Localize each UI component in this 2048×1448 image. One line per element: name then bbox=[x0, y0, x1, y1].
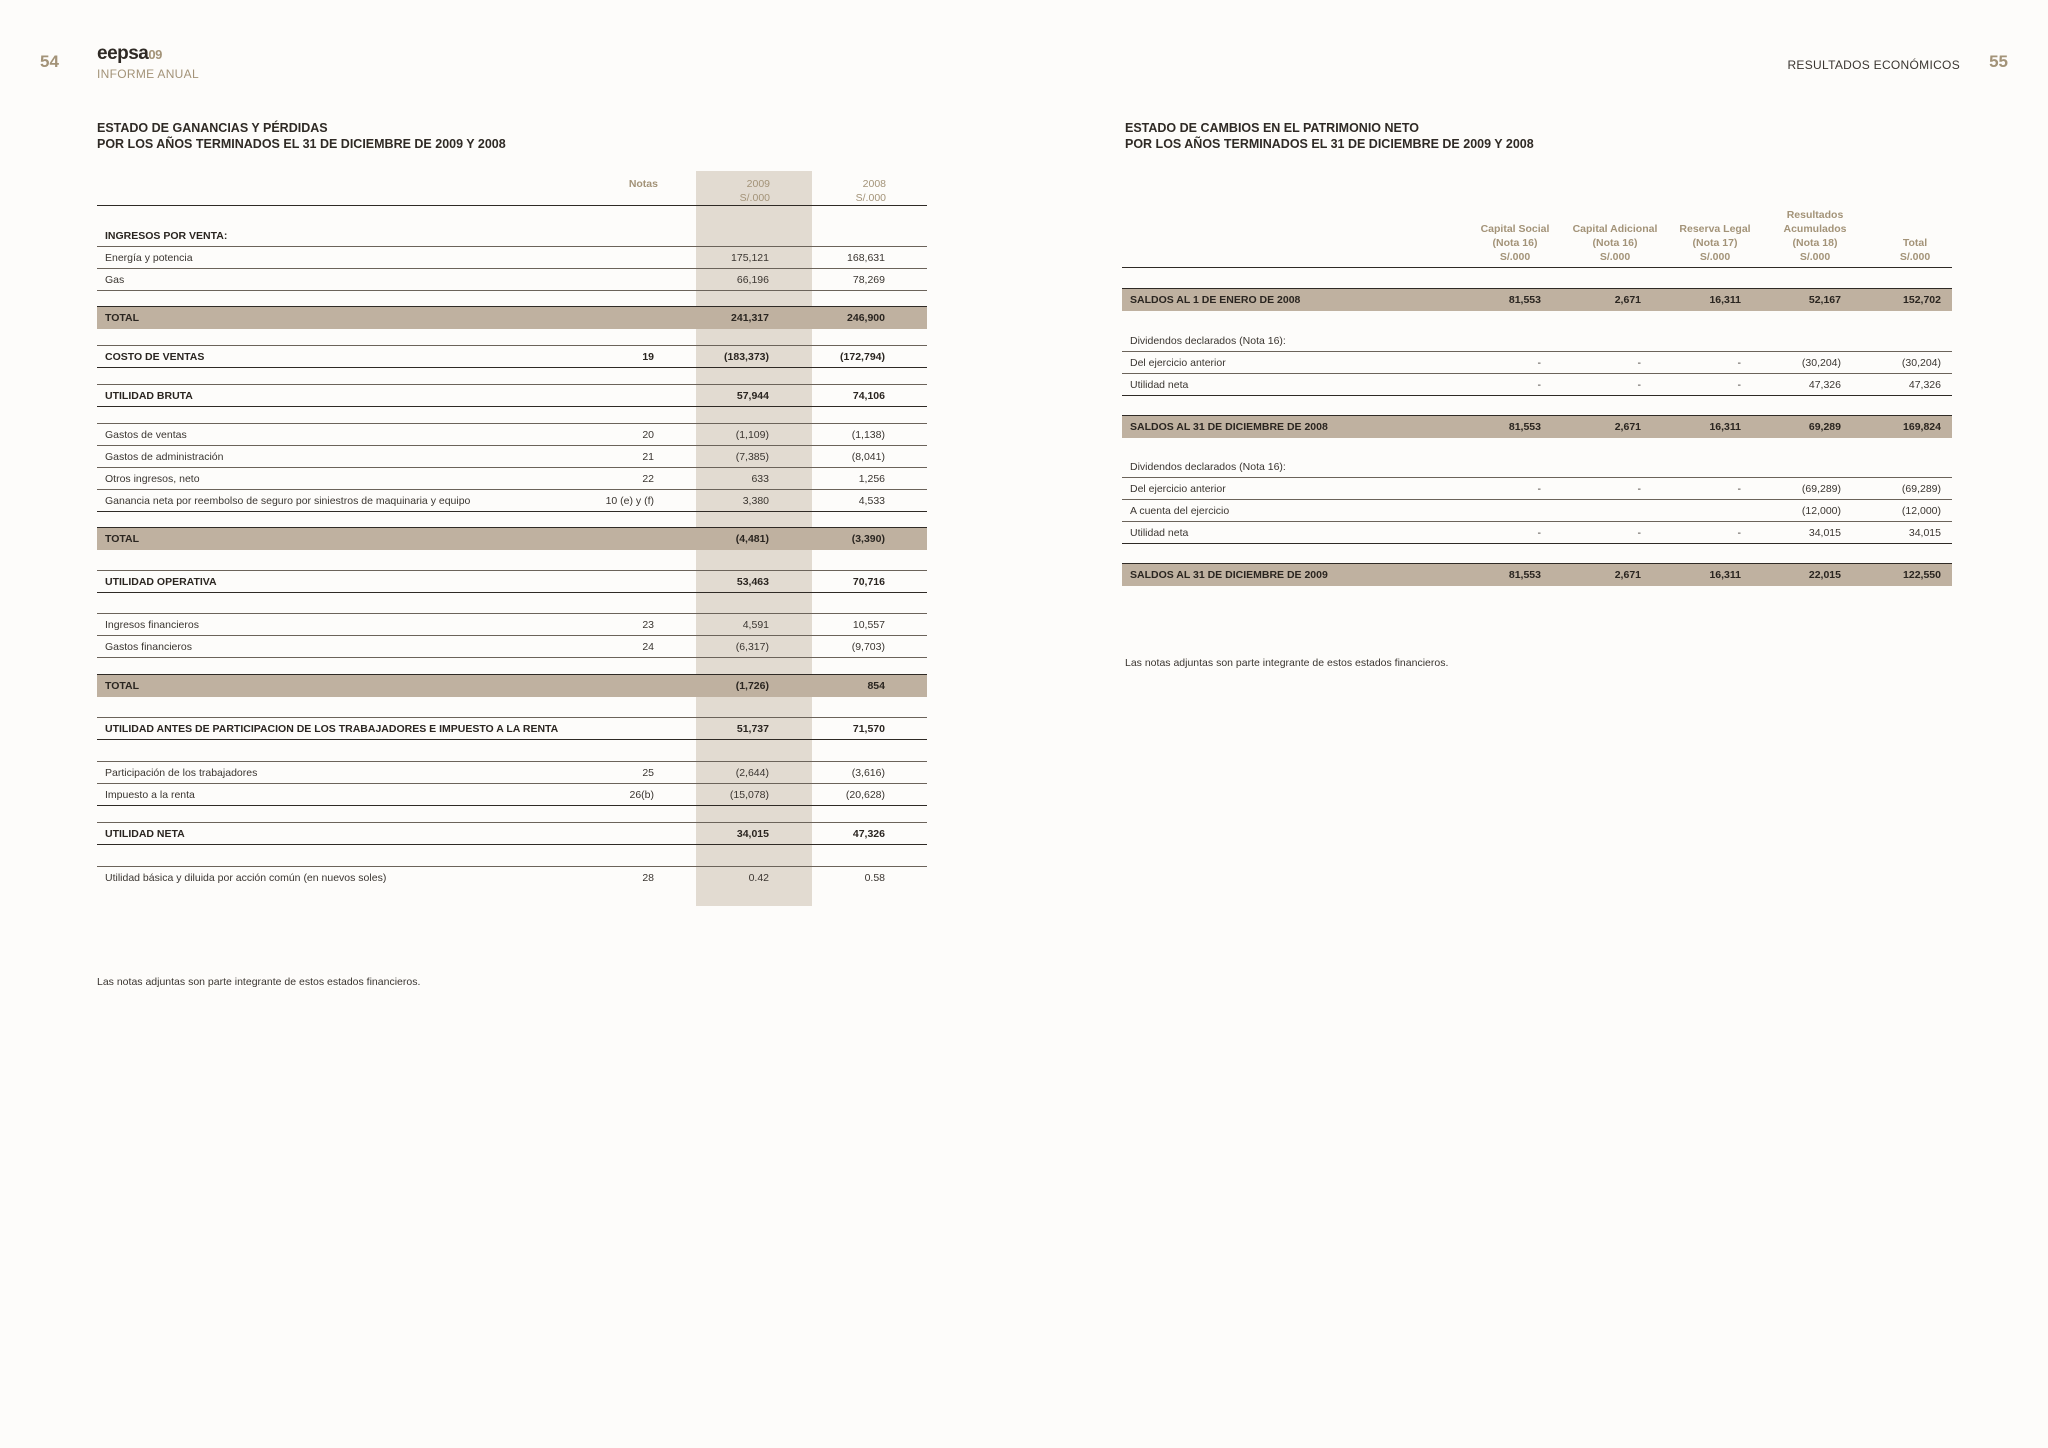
table-row bbox=[97, 346, 927, 368]
row-label: A cuenta del ejercicio bbox=[1130, 505, 1230, 517]
row-value-2008: 4,533 bbox=[858, 495, 885, 507]
left-title-line2: POR LOS AÑOS TERMINADOS EL 31 DE DICIEMBRE DE 2009 Y 2008 bbox=[97, 137, 506, 151]
row-value-2008: 74,106 bbox=[852, 390, 885, 402]
row-value-2009: 0.42 bbox=[748, 872, 769, 884]
row-value-2009: 66,196 bbox=[736, 274, 769, 286]
table-row bbox=[97, 446, 927, 468]
row-value: 22,015 bbox=[1808, 569, 1841, 581]
row-value-2009: 53,463 bbox=[736, 576, 769, 588]
row-value: 34,015 bbox=[1908, 527, 1941, 539]
equity-col-header-line: Reserva Legal bbox=[1679, 223, 1751, 235]
row-label: TOTAL bbox=[105, 680, 140, 692]
row-label: SALDOS AL 31 DE DICIEMBRE DE 2009 bbox=[1130, 569, 1328, 581]
row-value-2008: 1,256 bbox=[858, 473, 885, 485]
table-row bbox=[97, 636, 927, 658]
row-value: 2,671 bbox=[1614, 294, 1641, 306]
row-value: 52,167 bbox=[1808, 294, 1841, 306]
row-label: Energía y potencia bbox=[105, 252, 193, 264]
row-label: TOTAL bbox=[105, 533, 140, 545]
equity-col-header-line: S/.000 bbox=[1599, 251, 1631, 263]
equity-col-header bbox=[1565, 208, 1665, 264]
row-label: Gas bbox=[105, 274, 125, 286]
row-label: UTILIDAD ANTES DE PARTICIPACION DE LOS TRABAJADORES E IMPUESTO A LA RENTA bbox=[105, 723, 559, 735]
right-footnote: Las notas adjuntas son parte integrante de estos estados financieros. bbox=[1125, 657, 1449, 669]
equity-col-header-line: Resultados bbox=[1786, 209, 1844, 221]
equity-col-header-line: Capital Social bbox=[1480, 223, 1550, 235]
row-value-2009: 51,737 bbox=[736, 723, 769, 735]
row-label: Del ejercicio anterior bbox=[1130, 357, 1226, 369]
row-label: Gastos de ventas bbox=[105, 429, 187, 441]
row-label: UTILIDAD BRUTA bbox=[105, 390, 193, 402]
row-value: - bbox=[1737, 357, 1741, 369]
equity-col-header-line: (Nota 16) bbox=[1592, 237, 1638, 249]
equity-col-header-line bbox=[1665, 208, 1765, 222]
row-value: - bbox=[1537, 483, 1541, 495]
table-row bbox=[97, 718, 927, 740]
brand bbox=[97, 43, 199, 81]
row-label: UTILIDAD OPERATIVA bbox=[105, 576, 217, 588]
table-row bbox=[1122, 374, 1952, 396]
row-value: 47,326 bbox=[1908, 379, 1941, 391]
row-value-2008: (3,616) bbox=[851, 767, 885, 779]
row-note: 21 bbox=[642, 451, 654, 463]
row-label: Utilidad neta bbox=[1130, 379, 1189, 391]
equity-col-header-line: Capital Adicional bbox=[1572, 223, 1658, 235]
table-row bbox=[97, 823, 927, 845]
row-value: (69,289) bbox=[1901, 483, 1941, 495]
row-value: (12,000) bbox=[1801, 505, 1841, 517]
row-value-2008: (9,703) bbox=[851, 641, 885, 653]
row-note: 19 bbox=[642, 351, 654, 363]
col-2008-year: 2008 bbox=[862, 178, 886, 190]
table-row bbox=[1122, 564, 1952, 586]
table-row bbox=[97, 784, 927, 806]
row-value: 81,553 bbox=[1508, 294, 1541, 306]
row-value-2008: 168,631 bbox=[847, 252, 885, 264]
row-value-2008: (3,390) bbox=[851, 533, 885, 545]
row-value-2009: 57,944 bbox=[736, 390, 769, 402]
row-value: 169,824 bbox=[1903, 421, 1941, 433]
row-value: 2,671 bbox=[1614, 421, 1641, 433]
table-row bbox=[97, 468, 927, 490]
row-value: - bbox=[1637, 483, 1641, 495]
row-value-2008: 47,326 bbox=[852, 828, 885, 840]
table-row bbox=[1122, 289, 1952, 311]
equity-col-header-line bbox=[1465, 208, 1565, 222]
table-row bbox=[97, 571, 927, 593]
left-page-number: 54 bbox=[40, 52, 59, 71]
table-row bbox=[97, 225, 927, 247]
row-value: (30,204) bbox=[1801, 357, 1841, 369]
row-value: 16,311 bbox=[1709, 569, 1741, 581]
row-note: 26(b) bbox=[629, 789, 654, 801]
row-value-2008: (20,628) bbox=[845, 789, 885, 801]
table-row bbox=[97, 385, 927, 407]
row-value: (12,000) bbox=[1901, 505, 1941, 517]
equity-col-header-line: Acumulados bbox=[1783, 223, 1847, 235]
right-page-number: 55 bbox=[1989, 52, 2008, 71]
row-value: - bbox=[1637, 357, 1641, 369]
table-row bbox=[97, 762, 927, 784]
section-title: RESULTADOS ECONÓMICOS bbox=[1787, 58, 1960, 72]
right-title bbox=[1125, 120, 1534, 152]
row-label: SALDOS AL 1 DE ENERO DE 2008 bbox=[1130, 294, 1301, 306]
row-value-2008: 10,557 bbox=[852, 619, 885, 631]
row-value-2009: 34,015 bbox=[736, 828, 769, 840]
table-rule bbox=[1122, 267, 1952, 268]
table-row bbox=[1122, 416, 1952, 438]
row-label: Ganancia neta por reembolso de seguro por siniestros de maquinaria y equipo bbox=[105, 495, 471, 507]
row-value-2008: 71,570 bbox=[852, 723, 885, 735]
row-value: 47,326 bbox=[1808, 379, 1841, 391]
row-value: - bbox=[1737, 379, 1741, 391]
row-value-2008: 246,900 bbox=[847, 312, 885, 324]
row-label: Utilidad neta bbox=[1130, 527, 1189, 539]
row-value-2008: 854 bbox=[867, 680, 885, 692]
equity-col-header-line: S/.000 bbox=[1799, 251, 1831, 263]
row-label: Gastos de administración bbox=[105, 451, 224, 463]
row-label: COSTO DE VENTAS bbox=[105, 351, 205, 363]
row-label: Gastos financieros bbox=[105, 641, 192, 653]
row-label: Participación de los trabajadores bbox=[105, 767, 258, 779]
left-title bbox=[97, 120, 506, 152]
left-footnote: Las notas adjuntas son parte integrante de estos estados financieros. bbox=[97, 976, 421, 988]
row-value: - bbox=[1537, 357, 1541, 369]
row-value: (69,289) bbox=[1801, 483, 1841, 495]
row-label: Dividendos declarados (Nota 16): bbox=[1130, 461, 1286, 473]
table-row bbox=[97, 269, 927, 291]
equity-col-header-line: S/.000 bbox=[1699, 251, 1731, 263]
row-value: - bbox=[1737, 483, 1741, 495]
row-value: 81,553 bbox=[1508, 421, 1541, 433]
row-value-2008: 70,716 bbox=[852, 576, 885, 588]
row-value-2008: (172,794) bbox=[840, 351, 885, 363]
table-row bbox=[97, 528, 927, 550]
row-value: 16,311 bbox=[1709, 421, 1741, 433]
brand-year: 09 bbox=[148, 47, 162, 62]
row-value: - bbox=[1737, 527, 1741, 539]
row-value-2009: (6,317) bbox=[735, 641, 769, 653]
row-value-2009: 241,317 bbox=[731, 312, 769, 324]
row-label: Utilidad básica y diluida por acción común (en nuevos soles) bbox=[105, 872, 387, 884]
equity-col-header-line: S/.000 bbox=[1499, 251, 1531, 263]
row-value-2009: (4,481) bbox=[735, 533, 769, 545]
equity-col-header-line: S/.000 bbox=[1899, 251, 1931, 263]
row-value: - bbox=[1537, 379, 1541, 391]
equity-col-header-line: (Nota 16) bbox=[1492, 237, 1538, 249]
row-label: Otros ingresos, neto bbox=[105, 473, 200, 485]
table-row bbox=[1122, 478, 1952, 500]
row-note: 22 bbox=[642, 473, 654, 485]
row-note: 28 bbox=[642, 872, 654, 884]
table-row bbox=[97, 307, 927, 329]
row-value: - bbox=[1637, 527, 1641, 539]
row-value: 16,311 bbox=[1709, 294, 1741, 306]
equity-col-header-line: Total bbox=[1902, 237, 1928, 249]
row-value-2009: (7,385) bbox=[735, 451, 769, 463]
row-value-2008: (1,138) bbox=[851, 429, 885, 441]
row-value: 122,550 bbox=[1903, 569, 1941, 581]
row-label: Del ejercicio anterior bbox=[1130, 483, 1226, 495]
left-title-line1: ESTADO DE GANANCIAS Y PÉRDIDAS bbox=[97, 121, 328, 135]
table-row bbox=[1122, 522, 1952, 544]
row-label: Impuesto a la renta bbox=[105, 789, 195, 801]
brand-logo bbox=[97, 43, 199, 65]
row-value: 81,553 bbox=[1508, 569, 1541, 581]
row-value-2008: (8,041) bbox=[851, 451, 885, 463]
row-label: Ingresos financieros bbox=[105, 619, 199, 631]
col-2009-year: 2009 bbox=[746, 178, 770, 190]
table-row bbox=[97, 867, 927, 889]
row-value-2009: (1,109) bbox=[735, 429, 769, 441]
table-row bbox=[1122, 330, 1952, 352]
row-label: TOTAL bbox=[105, 312, 140, 324]
row-value-2009: (1,726) bbox=[735, 680, 769, 692]
table-row bbox=[97, 247, 927, 269]
row-value: (30,204) bbox=[1901, 357, 1941, 369]
equity-col-header-line: (Nota 17) bbox=[1692, 237, 1738, 249]
row-label: SALDOS AL 31 DE DICIEMBRE DE 2008 bbox=[1130, 421, 1328, 433]
col-2009-header bbox=[700, 177, 770, 205]
equity-col-header-line bbox=[1565, 208, 1665, 222]
table-row bbox=[97, 614, 927, 636]
row-value: 34,015 bbox=[1808, 527, 1841, 539]
col-2008-header bbox=[816, 177, 886, 205]
table-row bbox=[1122, 456, 1952, 478]
table-rule bbox=[97, 205, 927, 206]
row-value-2009: 4,591 bbox=[742, 619, 769, 631]
equity-col-header bbox=[1765, 208, 1865, 264]
row-value-2009: 3,380 bbox=[742, 495, 769, 507]
row-note: 25 bbox=[642, 767, 654, 779]
row-label: Dividendos declarados (Nota 16): bbox=[1130, 335, 1286, 347]
row-value: 152,702 bbox=[1903, 294, 1941, 306]
equity-col-header bbox=[1865, 208, 1965, 264]
col-2008-unit: S/.000 bbox=[855, 192, 886, 204]
row-value: - bbox=[1537, 527, 1541, 539]
row-note: 24 bbox=[642, 641, 654, 653]
row-value: 2,671 bbox=[1614, 569, 1641, 581]
row-value-2009: (183,373) bbox=[724, 351, 769, 363]
row-value: - bbox=[1637, 379, 1641, 391]
table-row bbox=[97, 424, 927, 446]
table-row bbox=[1122, 352, 1952, 374]
brand-logo-text: eepsa bbox=[97, 43, 149, 64]
right-title-line1: ESTADO DE CAMBIOS EN EL PATRIMONIO NETO bbox=[1125, 121, 1420, 135]
row-value-2009: 175,121 bbox=[731, 252, 769, 264]
row-value-2008: 78,269 bbox=[852, 274, 885, 286]
table-row bbox=[97, 675, 927, 697]
col-notes-header: Notas bbox=[628, 178, 658, 190]
table-row bbox=[97, 490, 927, 512]
equity-col-header-line bbox=[1865, 222, 1965, 236]
row-label: UTILIDAD NETA bbox=[105, 828, 185, 840]
equity-col-header-line: (Nota 18) bbox=[1792, 237, 1838, 249]
equity-col-header bbox=[1465, 208, 1565, 264]
table-row bbox=[1122, 500, 1952, 522]
col-2009-unit: S/.000 bbox=[739, 192, 770, 204]
row-note: 23 bbox=[642, 619, 654, 631]
row-value-2008: 0.58 bbox=[864, 872, 885, 884]
right-title-line2: POR LOS AÑOS TERMINADOS EL 31 DE DICIEMBRE DE 2009 Y 2008 bbox=[1125, 137, 1534, 151]
row-note: 10 (e) y (f) bbox=[605, 495, 654, 507]
row-value-2009: (15,078) bbox=[729, 789, 769, 801]
row-value: 69,289 bbox=[1808, 421, 1841, 433]
equity-col-header bbox=[1665, 208, 1765, 264]
row-note: 20 bbox=[642, 429, 654, 441]
row-value-2009: 633 bbox=[751, 473, 769, 485]
row-value-2009: (2,644) bbox=[735, 767, 769, 779]
row-label: INGRESOS POR VENTA: bbox=[105, 230, 228, 242]
brand-subtitle: INFORME ANUAL bbox=[97, 67, 199, 81]
equity-col-header-line bbox=[1865, 208, 1965, 222]
